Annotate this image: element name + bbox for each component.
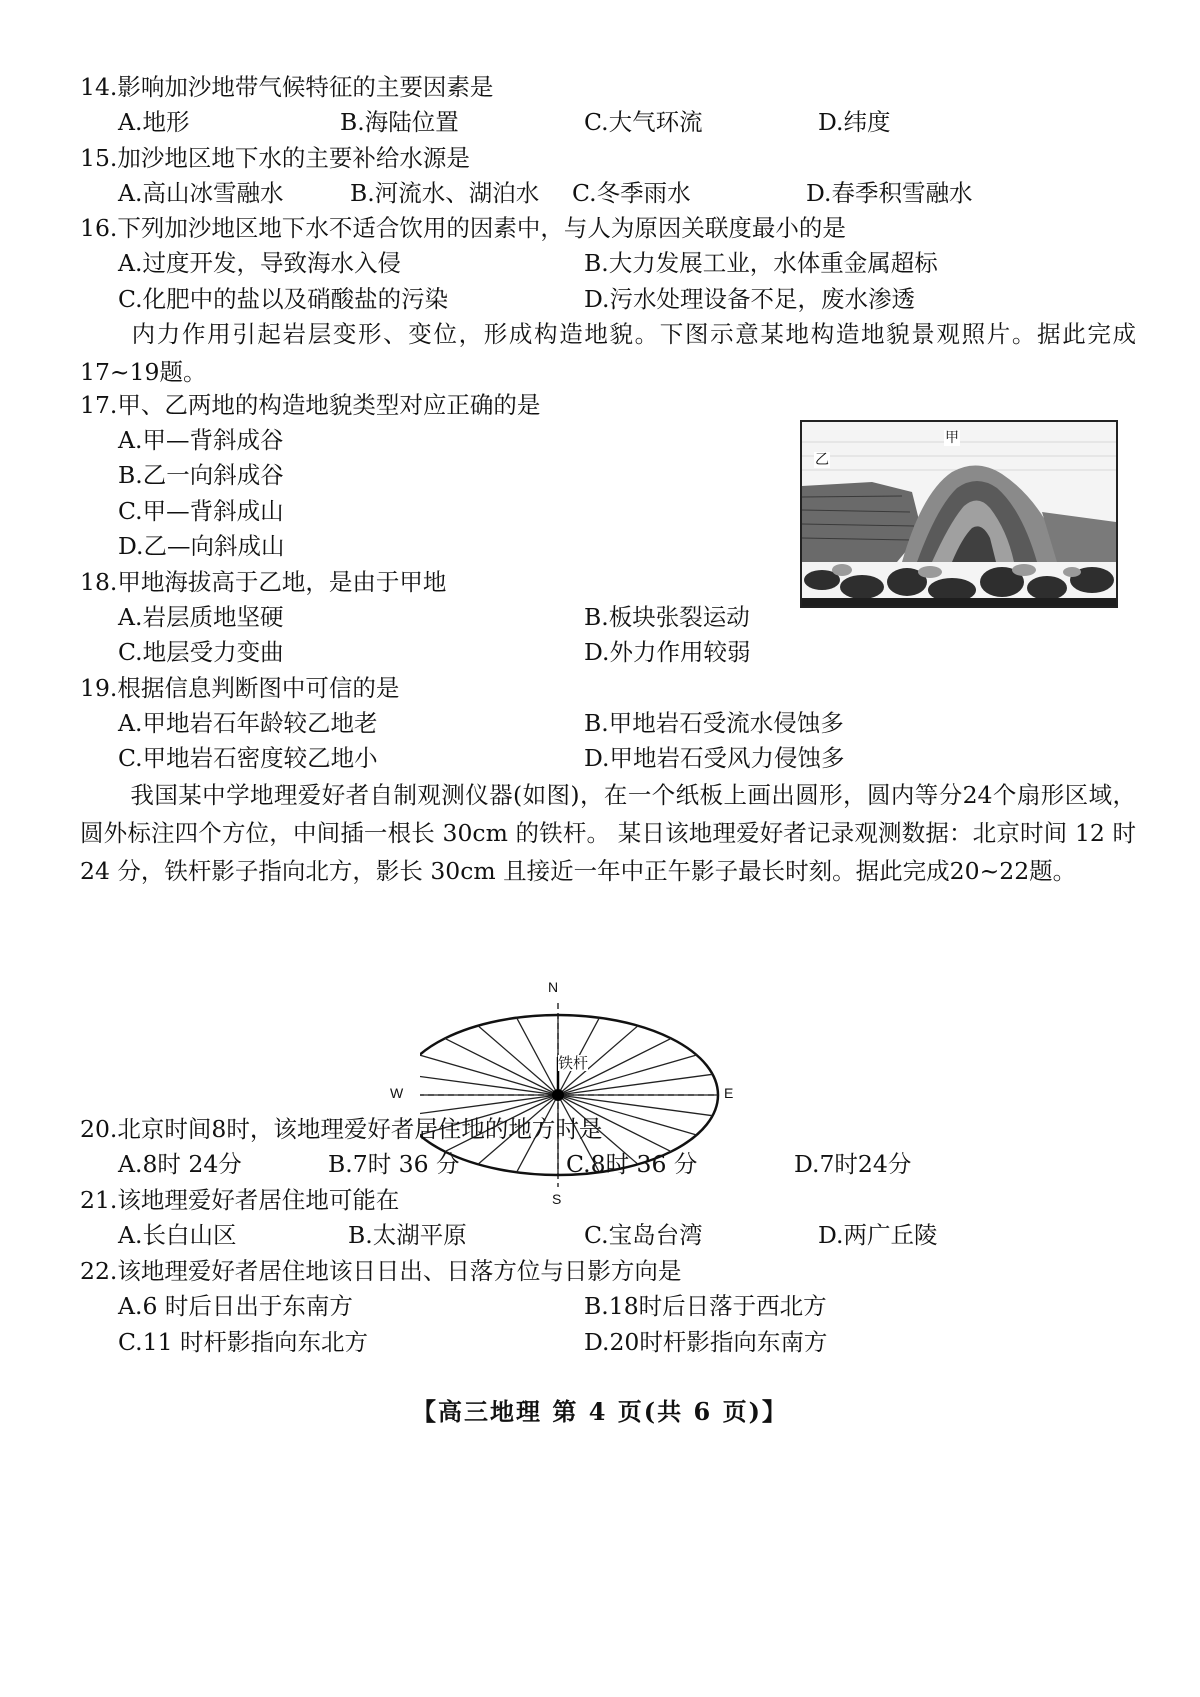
q18-option-a: A.岩层质地坚硬 bbox=[118, 603, 284, 631]
q20-option-c: C.8时 36 分 bbox=[566, 1150, 698, 1178]
question-22-stem: 22.该地理爱好者居住地该日日出、日落方位与日影方向是 bbox=[80, 1257, 682, 1285]
q21-option-a: A.长白山区 bbox=[118, 1221, 237, 1249]
q14-option-d: D.纬度 bbox=[818, 108, 891, 136]
passage-2-text: 我国某中学地理爱好者自制观测仪器(如图)，在一个纸板上画出圆形，圆内等分24个扇形区域，圆外标注四个方位，中间插一根长 30cm 的铁杆。 某日该地理爱好者记录观测数据：北京时间 12 时 24 分，铁杆影子指向北方，影长 30cm 且接近一年中正午影子最长时刻。据此完成20~22题。 bbox=[80, 781, 1136, 885]
question-17-stem: 17.甲、乙两地的构造地貌类型对应正确的是 bbox=[80, 391, 541, 419]
landform-photo bbox=[800, 420, 1118, 608]
q19-option-a: A.甲地岩石年龄较乙地老 bbox=[118, 709, 378, 737]
q14-option-a: A.地形 bbox=[118, 108, 190, 136]
dial-rod-label: 铁杆 bbox=[558, 1054, 589, 1072]
dial-north-label: N bbox=[548, 979, 559, 995]
q22-option-c: C.11 时杆影指向东北方 bbox=[118, 1328, 368, 1356]
q16-option-a: A.过度开发，导致海水入侵 bbox=[118, 249, 401, 277]
q16-option-b: B.大力发展工业，水体重金属超标 bbox=[584, 249, 938, 277]
q15-option-b: B.河流水、湖泊水 bbox=[350, 179, 540, 207]
dial-south-label: S bbox=[552, 1191, 562, 1207]
q19-option-d: D.甲地岩石受风力侵蚀多 bbox=[584, 744, 845, 772]
passage-shadow-observation bbox=[80, 776, 1136, 890]
q21-option-c: C.宝岛台湾 bbox=[584, 1221, 703, 1249]
passage-tectonic-landform bbox=[80, 315, 1136, 391]
q22-option-a: A.6 时后日出于东南方 bbox=[118, 1292, 353, 1320]
question-16-stem: 16.下列加沙地区地下水不适合饮用的因素中，与人为原因关联度最小的是 bbox=[80, 214, 846, 242]
q14-option-c: C.大气环流 bbox=[584, 108, 703, 136]
q22-option-d: D.20时杆影指向东南方 bbox=[584, 1328, 828, 1356]
dial-sector-line bbox=[517, 1018, 558, 1095]
question-19-stem: 19.根据信息判断图中可信的是 bbox=[80, 674, 400, 702]
q22-option-b: B.18时后日落于西北方 bbox=[584, 1292, 827, 1320]
q15-option-c: C.冬季雨水 bbox=[572, 179, 691, 207]
q19-option-c: C.甲地岩石密度较乙地小 bbox=[118, 744, 378, 772]
dial-sector-line bbox=[558, 1074, 713, 1095]
q20-option-d: D.7时24分 bbox=[794, 1150, 912, 1178]
photo-label-jia: 甲 bbox=[945, 430, 959, 446]
q15-option-d: D.春季积雪融水 bbox=[806, 179, 973, 207]
q17-option-b: B.乙一向斜成谷 bbox=[118, 461, 284, 489]
question-20-stem: 20.北京时间8时，该地理爱好者居住地的地方时是 bbox=[80, 1115, 603, 1143]
q17-option-c: C.甲—背斜成山 bbox=[118, 497, 284, 525]
q18-option-c: C.地层受力变曲 bbox=[118, 638, 284, 666]
dial-sector-line bbox=[558, 1095, 713, 1116]
page-footer: 【高三地理 第 4 页(共 6 页)】 bbox=[412, 1397, 788, 1426]
q17-option-a: A.甲—背斜成谷 bbox=[118, 426, 284, 454]
q18-option-b: B.板块张裂运动 bbox=[584, 603, 750, 631]
q16-option-d: D.污水处理设备不足，废水渗透 bbox=[584, 285, 915, 313]
dial-east-label: E bbox=[724, 1085, 734, 1101]
q16-option-c: C.化肥中的盐以及硝酸盐的污染 bbox=[118, 285, 449, 313]
q19-option-b: B.甲地岩石受流水侵蚀多 bbox=[584, 709, 844, 737]
question-14-stem: 14.影响加沙地带气候特征的主要因素是 bbox=[80, 73, 494, 101]
q21-option-b: B.太湖平原 bbox=[348, 1221, 467, 1249]
landform-photo-drawing bbox=[802, 422, 1116, 606]
question-21-stem: 21.该地理爱好者居住地可能在 bbox=[80, 1186, 400, 1214]
dial-west-label: W bbox=[390, 1085, 404, 1101]
question-15-stem: 15.加沙地区地下水的主要补给水源是 bbox=[80, 144, 470, 172]
question-18-stem: 18.甲地海拔高于乙地，是由于甲地 bbox=[80, 568, 447, 596]
q17-option-d: D.乙—向斜成山 bbox=[118, 532, 285, 560]
q14-option-b: B.海陆位置 bbox=[340, 108, 459, 136]
q21-option-d: D.两广丘陵 bbox=[818, 1221, 938, 1249]
q20-option-a: A.8时 24分 bbox=[118, 1150, 242, 1178]
photo-label-yi: 乙 bbox=[815, 452, 829, 468]
q20-option-b: B.7时 36 分 bbox=[328, 1150, 460, 1178]
q15-option-a: A.高山冰雪融水 bbox=[118, 179, 284, 207]
passage-1-text: 内力作用引起岩层变形、变位，形成构造地貌。下图示意某地构造地貌景观照片。据此完成17~19题。 bbox=[80, 320, 1136, 386]
q18-option-d: D.外力作用较弱 bbox=[584, 638, 751, 666]
